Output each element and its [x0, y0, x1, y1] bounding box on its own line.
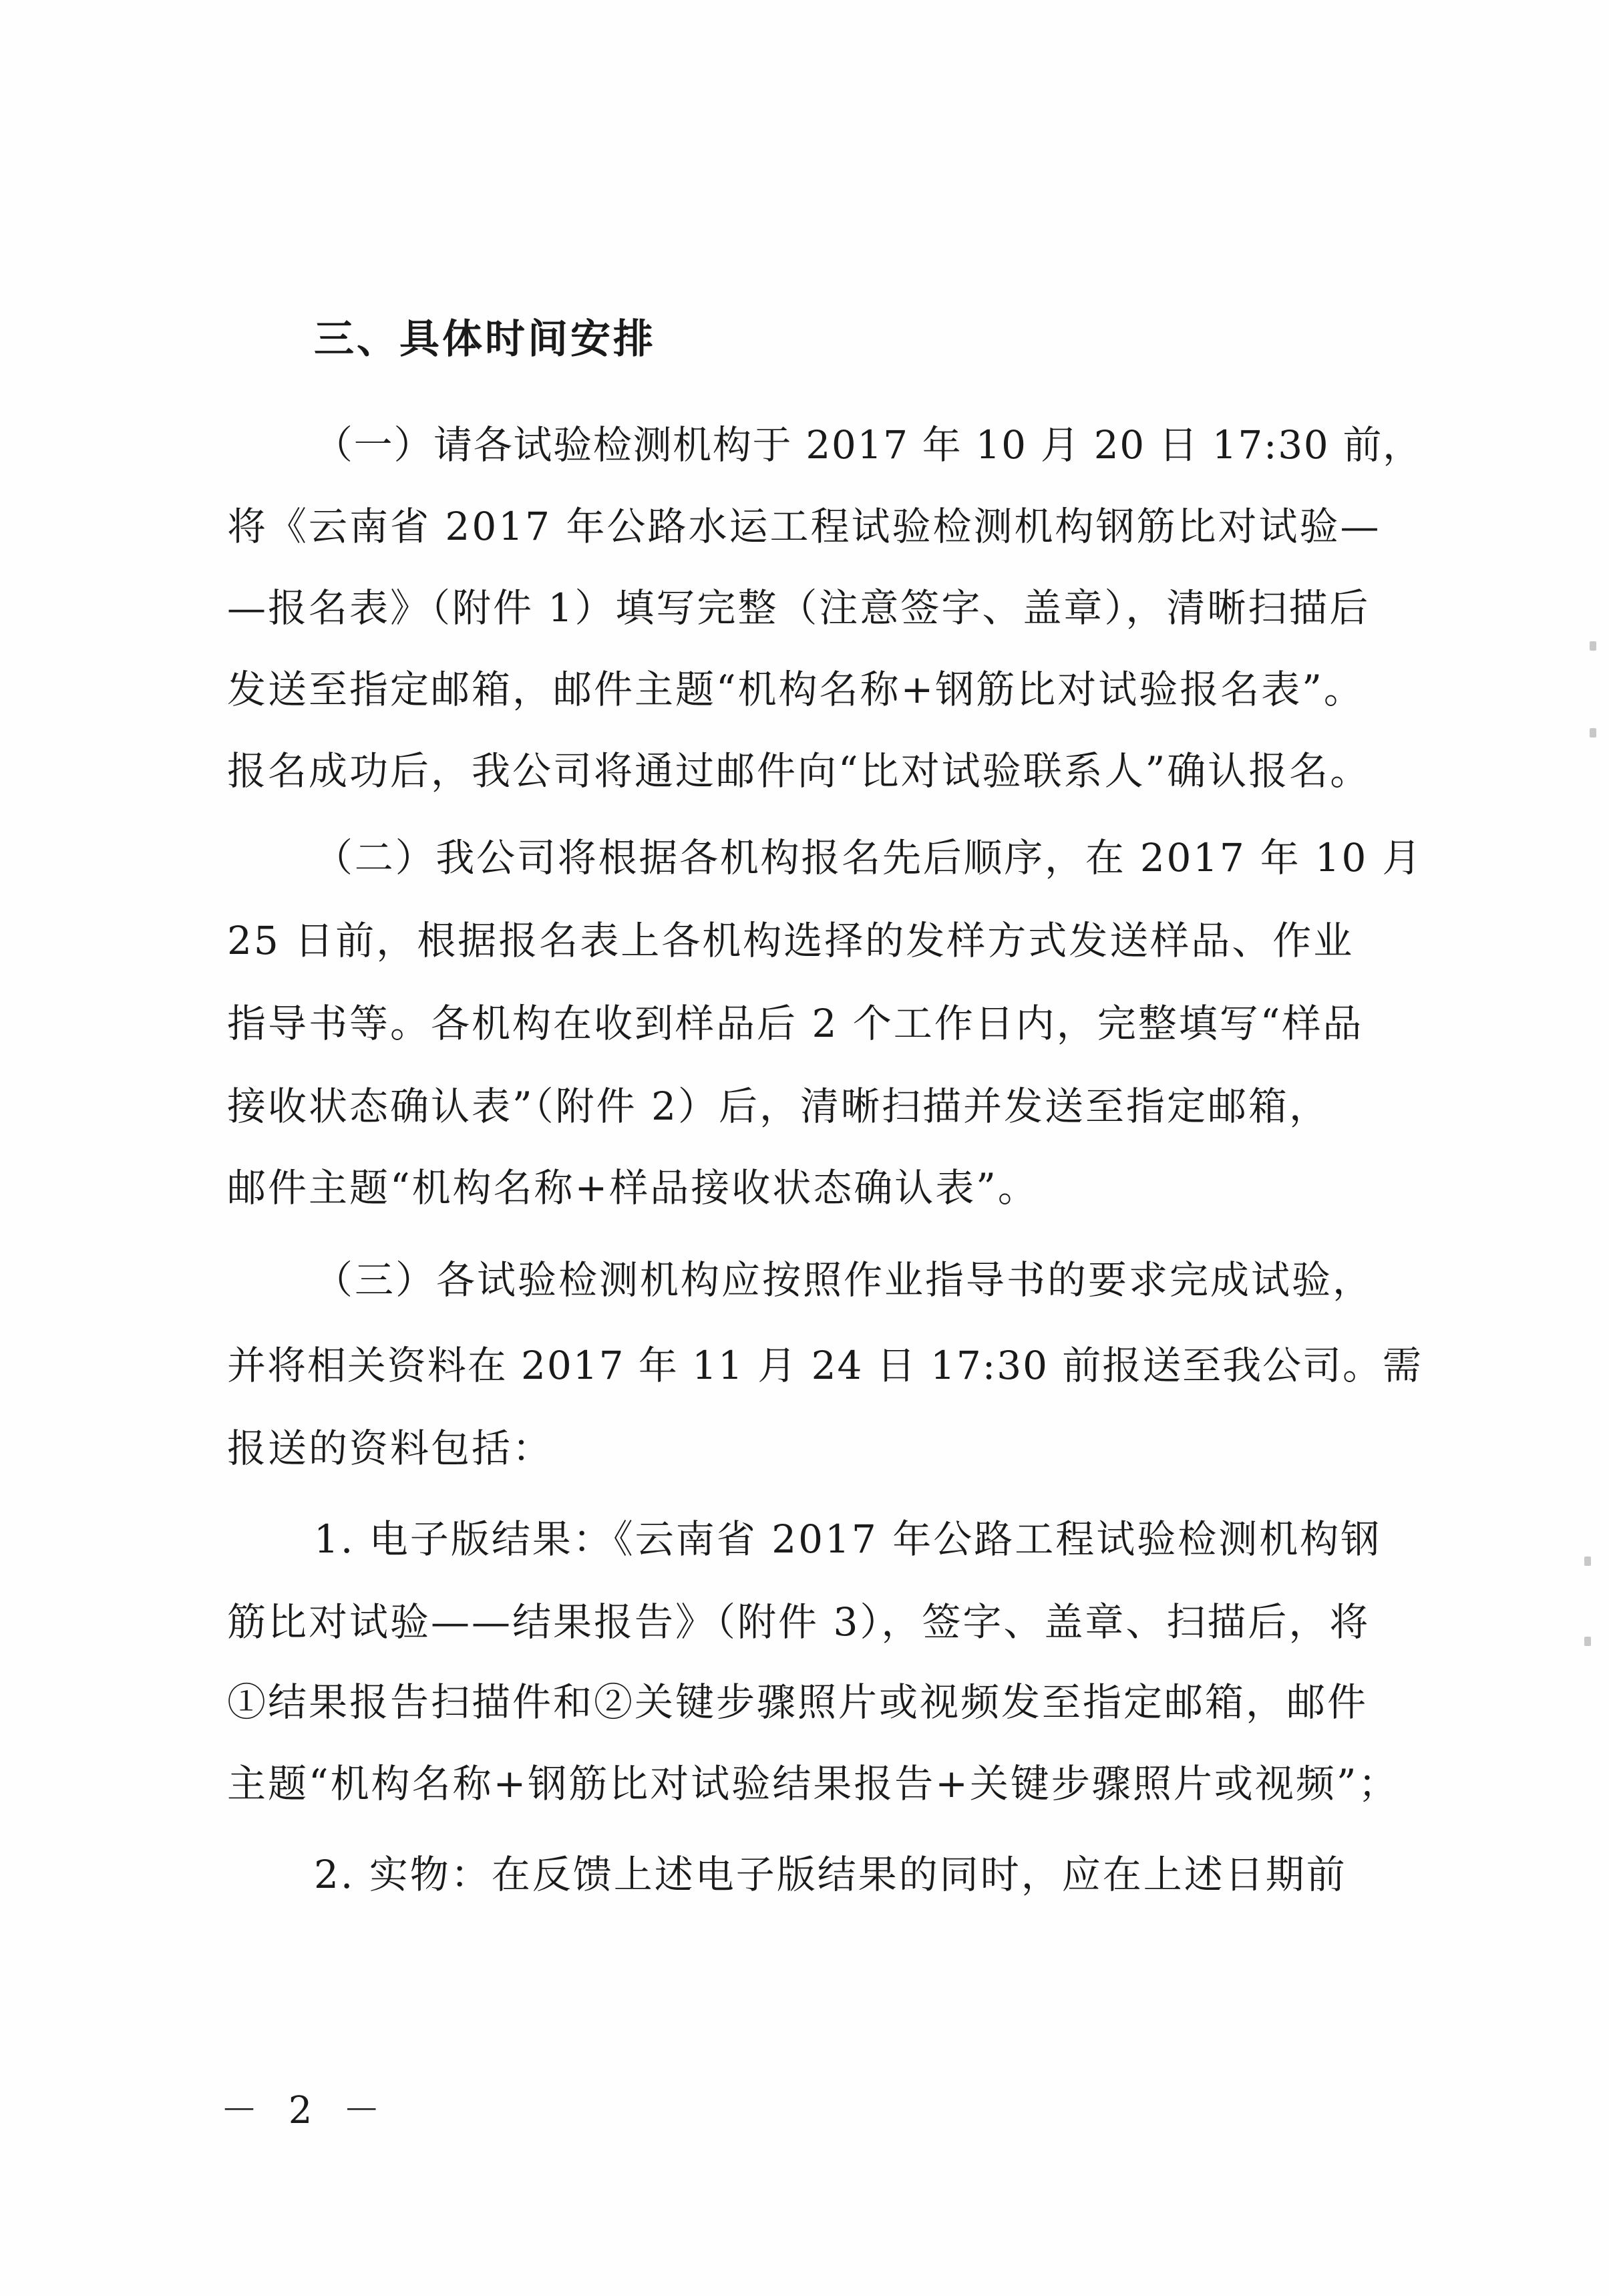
paragraph-2-line-3: 指导书等。各机构在收到样品后 2 个工作日内，完整填写“样品: [227, 1001, 1364, 1046]
list-item-2-line-1: 2. 实物：在反馈上述电子版结果的同时，应在上述日期前: [314, 1852, 1347, 1897]
list-item-1-line-2: 筋比对试验——结果报告》（附件 3），签字、盖章、扫描后，将: [227, 1599, 1371, 1645]
paragraph-3-line-1: （三）各试验检测机构应按照作业指导书的要求完成试验，: [314, 1257, 1374, 1303]
paragraph-1-line-5: 报名成功后，我公司将通过邮件向“比对试验联系人”确认报名。: [227, 748, 1371, 794]
paragraph-3-line-2: 并将相关资料在 2017 年 11 月 24 日 17:30 前报送至我公司。需: [227, 1343, 1423, 1388]
paragraph-1-line-2: 将《云南省 2017 年公路水运工程试验检测机构钢筋比对试验—: [227, 504, 1381, 549]
paragraph-1-line-4: 发送至指定邮箱，邮件主题“机构名称+钢筋比对试验报名表”。: [227, 667, 1365, 712]
scan-artifact: [1590, 641, 1596, 651]
paragraph-1-line-1: （一）请各试验检测机构于 2017 年 10 月 20 日 17:30 前，: [314, 422, 1423, 468]
paragraph-1-line-3: —报名表》（附件 1）填写完整（注意签字、盖章），清晰扫描后: [227, 585, 1371, 631]
scan-artifact: [1584, 1637, 1591, 1646]
paragraph-2-line-5: 邮件主题“机构名称+样品接收状态确认表”。: [227, 1165, 1039, 1210]
list-item-1-line-1: 1. 电子版结果：《云南省 2017 年公路工程试验检测机构钢: [314, 1516, 1382, 1562]
scan-artifact: [1590, 728, 1596, 737]
scan-artifact: [1584, 1556, 1591, 1566]
list-item-1-line-3: ①结果报告扫描件和②关键步骤照片或视频发至指定邮箱，邮件: [227, 1679, 1369, 1725]
paragraph-2-line-1: （二）我公司将根据各机构报名先后顺序，在 2017 年 10 月: [314, 835, 1423, 880]
paragraph-2-line-4: 接收状态确认表”（附件 2）后，清晰扫描并发送至指定邮箱，: [227, 1084, 1330, 1129]
paragraph-2-line-2: 25 日前，根据报名表上各机构选择的发样方式发送样品、作业: [227, 918, 1355, 963]
paragraph-3-line-3: 报送的资料包括：: [227, 1426, 554, 1471]
section-heading: 三、具体时间安排: [314, 316, 656, 363]
page-number: － 2 －: [220, 2089, 390, 2132]
list-item-1-line-4: 主题“机构名称+钢筋比对试验结果报告+关键步骤照片或视频”；: [227, 1761, 1399, 1806]
